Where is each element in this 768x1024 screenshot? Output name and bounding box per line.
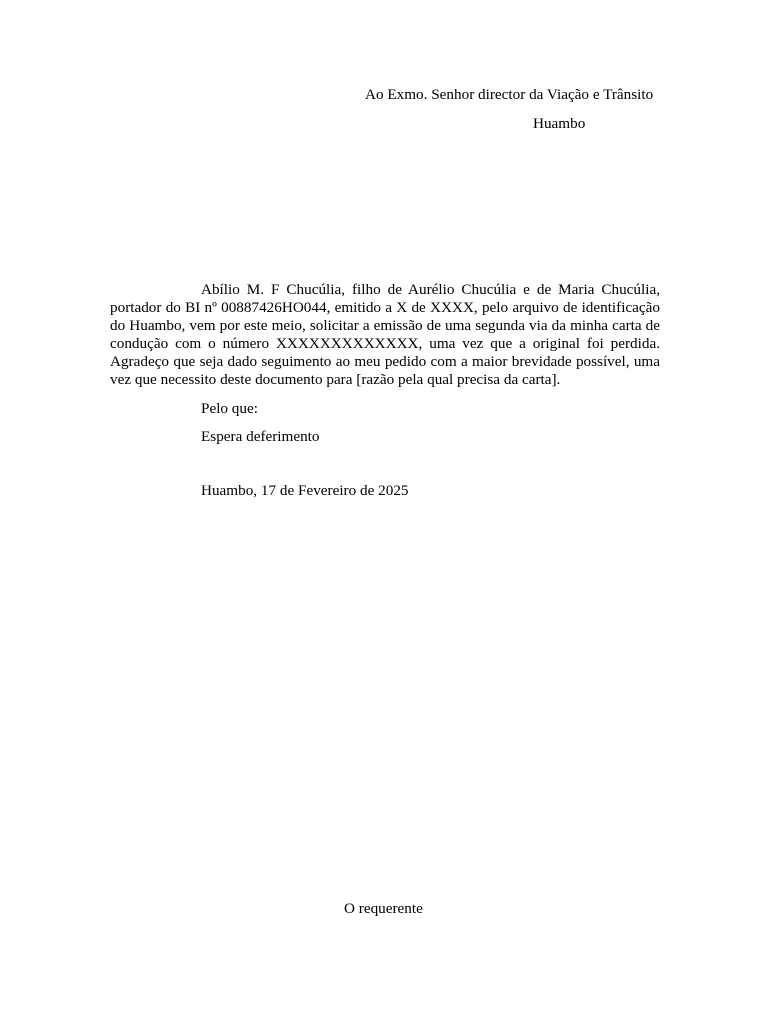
closing-espera-deferimento: Espera deferimento — [201, 428, 320, 445]
signature-label: O requerente — [344, 900, 423, 917]
addressee-title: Ao Exmo. Senhor director da Viação e Trânsito — [365, 86, 654, 103]
closing-pelo-que: Pelo que: — [201, 400, 258, 417]
place-and-date: Huambo, 17 de Fevereiro de 2025 — [201, 482, 409, 499]
request-paragraph: Abílio M. F Chucúlia, filho de Aurélio Chucúlia e de Maria Chucúlia, portador do BI nº 00887426HO044, emitido a X de XXXX, pelo arquivo de identificação do Huambo, vem por este meio, solicitar a emissão de uma segunda via da minha carta de condução com o número XXXXXXXXXXXXX, uma vez que a original foi perdida. Agradeço que seja dado seguimento ao meu pedido com a maior brevidade possível, uma vez que necessito deste documento para [razão pela qual precisa da carta]. — [110, 281, 660, 388]
addressee-city: Huambo — [533, 115, 586, 132]
